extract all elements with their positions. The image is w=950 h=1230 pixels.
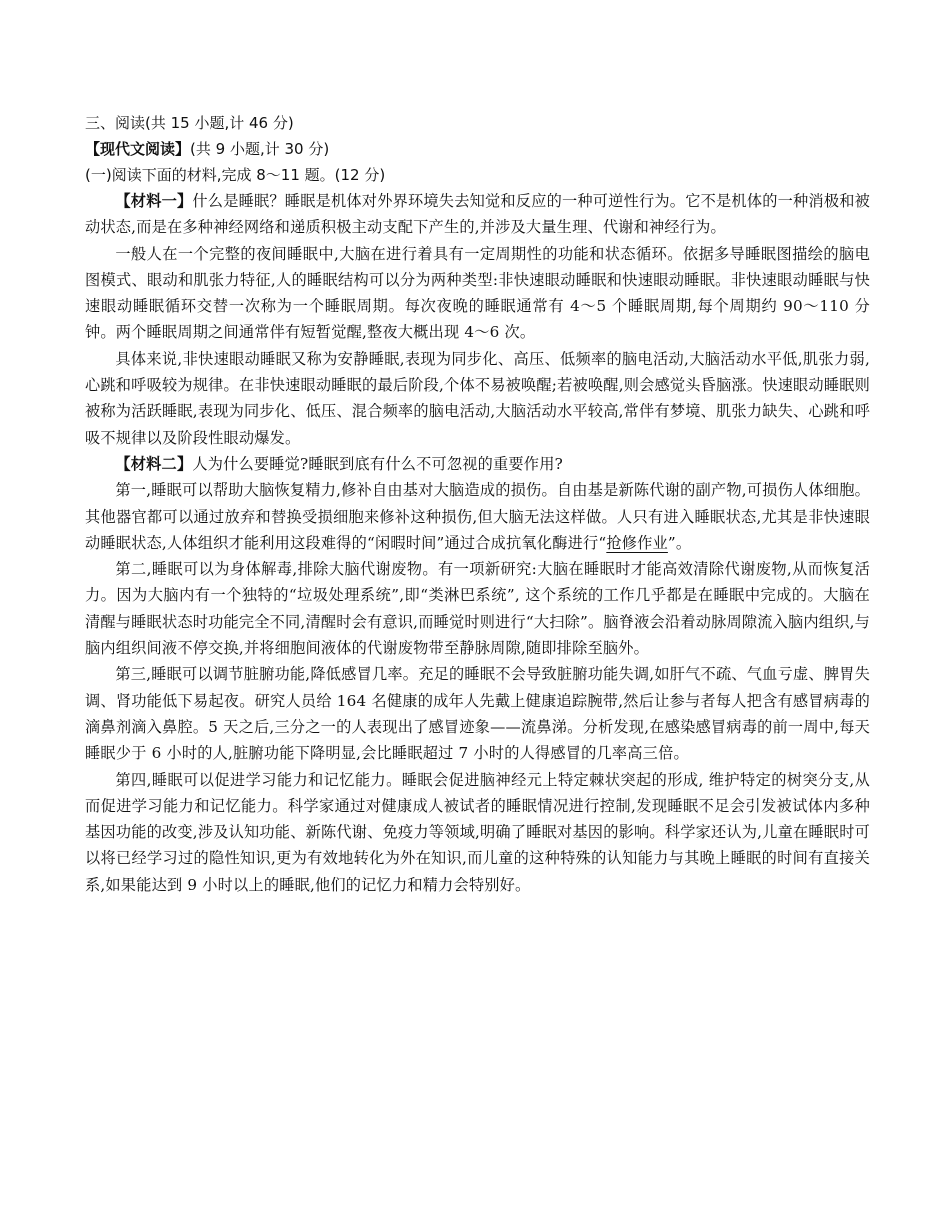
paragraph-text: 人为什么要睡觉?睡眠到底有什么不可忽视的重要作用? bbox=[192, 454, 563, 473]
material-two-paragraph-3: 第二,睡眠可以为身体解毒,排除大脑代谢废物。有一项新研究:大脑在睡眠时才能高效清除代谢废物,从而恢复活力。因为大脑内有一个独特的“垃圾处理系统”,即“类淋巴系统”, 这个系统的工作几乎都是在睡眠中完成的。大脑在清醒与睡眠状态时功能完全不同,清醒时会有意识,而睡觉时则进行“大扫除”。脑脊液会沿着动脉周隙流入脑内组织,与脑内组织间液不停交换,并将细胞间液体的代谢废物带至静脉周隙,随即排除至脑外。 bbox=[85, 560, 870, 658]
paragraph-text-end: ”。 bbox=[667, 533, 692, 552]
exam-page bbox=[85, 110, 870, 898]
material-two-paragraph-2 bbox=[85, 477, 870, 556]
material-one-paragraph-1 bbox=[85, 188, 870, 241]
paragraph-text: 什么是睡眠？睡眠是机体对外界环境失去知觉和反应的一种可逆性行为。它不是机体的一种消极和被动状态,而是在多种神经网络和递质积极主动支配下产生的,并涉及大量生理、代谢和神经行为。 bbox=[85, 192, 871, 237]
material-one-paragraph-3: 具体来说,非快速眼动睡眠又称为安静睡眠,表现为同步化、高压、低频率的脑电活动,大脑活动水平低,肌张力弱,心跳和呼吸较为规律。在非快速眼动睡眠的最后阶段,个体不易被唤醒;若被唤醒,则会感觉头昏脑涨。快速眼动睡眠则被称为活跃睡眠,表现为同步化、低压、混合频率的脑电活动,大脑活动水平较高,常伴有梦境、肌张力缺失、心跳和呼吸不规律以及阶段性眼动爆发。 bbox=[85, 349, 870, 447]
section-title: 三、阅读(共 15 小题,计 46 分) bbox=[85, 114, 294, 132]
paragraph-text: 第一,睡眠可以帮助大脑恢复精力,修补自由基对大脑造成的损伤。自由基是新陈代谢的副产物,可损伤人体细胞。其他器官都可以通过放弃和替换受损细胞来修补这种损伤,但大脑无法这样做。人只有进入睡眠状态,尤其是非快速眼动睡眠状态,人体组织才能利用这段难得的“闲暇时间”通过合成抗氧化酶进行“ bbox=[85, 481, 870, 552]
underlined-phrase: 抢修作业 bbox=[606, 533, 668, 552]
modern-reading-heading bbox=[85, 136, 870, 162]
material-one-paragraph-2: 一般人在一个完整的夜间睡眠中,大脑在进行着具有一定周期性的功能和状态循环。依据多导睡眠图描绘的脑电图模式、眼动和肌张力特征,人的睡眠结构可以分为两种类型:非快速眼动睡眠和快速眼动睡眠。非快速眼动睡眠与快速眼动睡眠循环交替一次称为一个睡眠周期。每次夜晚的睡眠通常有 4～5 个睡眠周期,每个周期约 90～110 分钟。两个睡眠周期之间通常伴有短暂觉醒,整夜大概出现 4～6 次。 bbox=[85, 244, 870, 342]
material-two-paragraph-5: 第四,睡眠可以促进学习能力和记忆能力。睡眠会促进脑神经元上特定棘状突起的形成, 维护特定的树突分支,从而促进学习能力和记忆能力。科学家通过对健康成人被试者的睡眠情况进行控制,发现睡眠不足会引发被试体内多种基因功能的改变,涉及认知功能、新陈代谢、免疫力等领域,明确了睡眠对基因的影响。科学家还认为,儿童在睡眠时可以将已经学习过的隐性知识,更为有效地转化为外在知识,而儿童的这种特殊的认知能力与其晚上睡眠的时间有直接关系,如果能达到 9 小时以上的睡眠,他们的记忆力和精力会特别好。 bbox=[85, 770, 870, 894]
part-one-intro: (一)阅读下面的材料,完成 8～11 题。(12 分) bbox=[85, 166, 386, 184]
material-one-label: 【材料一】 bbox=[115, 192, 193, 210]
material-two-paragraph-4: 第三,睡眠可以调节脏腑功能,降低感冒几率。充足的睡眠不会导致脏腑功能失调,如肝气不疏、气血亏虚、脾胃失调、肾功能低下易起夜。研究人员给 164 名健康的成年人先戴上健康追踪腕带,然后让参与者每人把含有感冒病毒的滴鼻剂滴入鼻腔。5 天之后,三分之一的人表现出了感冒迹象——流鼻涕。分析发现,在感染感冒病毒的前一周中,每天睡眠少于 6 小时的人,脏腑功能下降明显,会比睡眠超过 7 小时的人得感冒的几率高三倍。 bbox=[85, 665, 870, 763]
modern-reading-info: (共 9 小题,计 30 分) bbox=[190, 140, 330, 158]
material-two-label: 【材料二】 bbox=[115, 454, 193, 473]
material-two-paragraph-1 bbox=[85, 451, 870, 477]
modern-reading-bracket: 【现代文阅读】 bbox=[85, 140, 191, 158]
